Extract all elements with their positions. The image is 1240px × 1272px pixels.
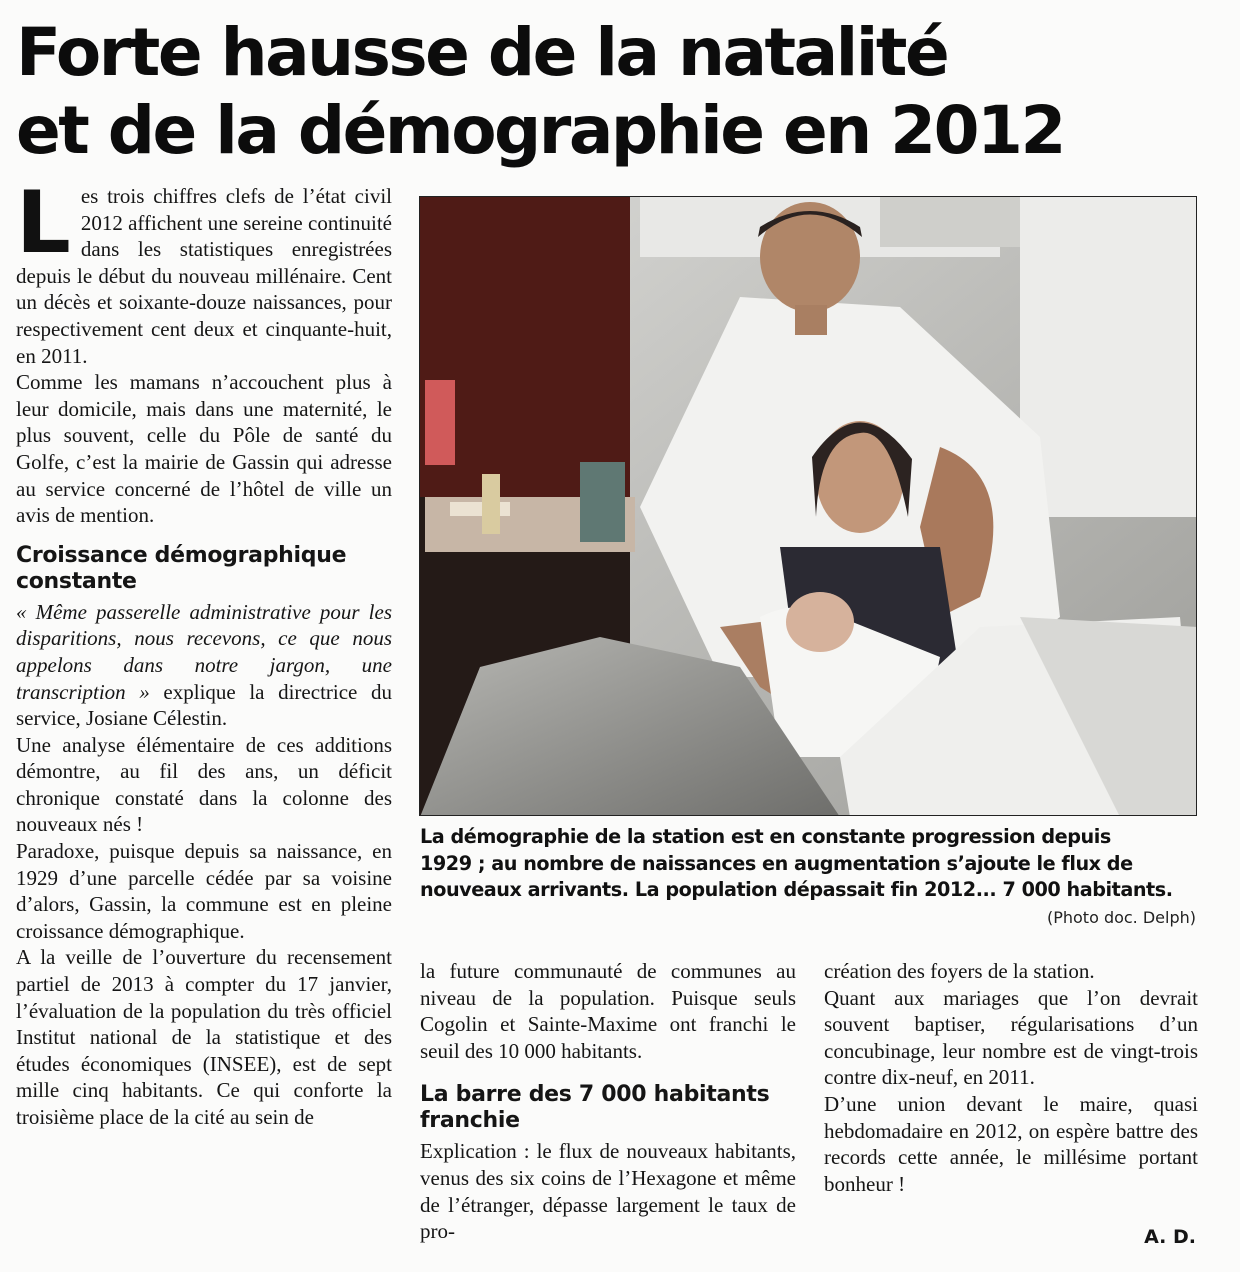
drop-cap: L — [16, 173, 71, 273]
section-2-paragraph-3: D’une union devant le maire, quasi hebdomadaire en 2012, on espère battre des records cette année, le millésime portant bonheur ! — [824, 1091, 1198, 1196]
section-2-title: La barre des 7 000 habitants franchie — [420, 1082, 770, 1134]
section-1-paragraph-3: Paradoxe, puisque depuis sa naissance, en 1929 d’une parcelle cédée par sa voisine d’alors, Gassin, la commune est en pleine croissance démographique. — [16, 839, 392, 943]
intro-paragraph-2: Comme les mamans n’accouchent plus à leur domicile, mais dans une maternité, le plus souvent, celle du Pôle de santé du Golfe, c’est la mairie de Gassin qui adresse au service concerné de l’hôtel de ville un avis de mention. — [16, 370, 392, 528]
section-1-title: Croissance démographique constante — [16, 542, 347, 594]
caption-line-1: La démographie de la station est en constante progression depuis — [420, 825, 1111, 848]
author-signature: A. D. — [1144, 1226, 1196, 1248]
column-2 — [420, 958, 796, 1245]
article-photo — [419, 196, 1197, 816]
caption-line-3: nouveaux arrivants. La population dépassait fin 2012... 7 000 habitants. — [420, 878, 1173, 902]
section-2-paragraph-2: Quant aux mariages que l’on devrait souvent baptiser, régularisations d’un concubinage, leur nombre est de vingt-trois contre dix-neuf, en 2011. — [824, 985, 1198, 1090]
section-2-paragraph-1: Explication : le flux de nouveaux habitants, venus des six coins de l’Hexagone et même de l’étranger, dépasse largement le taux de pro- — [420, 1139, 796, 1244]
column-1 — [16, 173, 392, 1131]
section-1-paragraph-2: Une analyse élémentaire de ces additions démontre, au fil des ans, un déficit chronique constaté dans la colonne des nouveaux nés ! — [16, 732, 392, 837]
section-1-paragraph-4: A la veille de l’ouverture du recensement partiel de 2013 à compter du 17 janvier, l’évaluation de la population du très officiel Institut national de la statistique et des études économiques (INSEE), est de sept mille cinq habitants. Ce qui conforte la troisième place de la cité au sein de — [16, 945, 392, 1129]
quote-attribution: explique la directrice du service, Josiane Célestin. — [16, 679, 392, 731]
photo-caption — [420, 824, 1200, 904]
family-photo-illustration — [420, 197, 1197, 816]
column-3 — [824, 958, 1198, 1197]
intro-paragraph-1 — [16, 173, 392, 369]
photo-credit: (Photo doc. Delph) — [1046, 908, 1196, 927]
section-1-paragraph-4-continued: la future communauté de communes au niveau de la population. Puisque seuls Cogolin et Sainte-Maxime ont franchi le seuil des 10 000 habitants. — [420, 959, 796, 1063]
section-2-paragraph-1-continued: création des foyers de la station. — [824, 959, 1095, 983]
section-1-paragraph-1 — [16, 599, 392, 732]
headline-line-2: et de la démographie en 2012 — [16, 92, 1064, 169]
headline-line-1: Forte hausse de la natalité — [16, 14, 948, 91]
caption-line-2: 1929 ; au nombre de naissances en augmentation s’ajoute le flux de — [420, 851, 1133, 875]
director-quote: « Même passerelle administrative pour les disparitions, nous recevons, ce que nous appelons dans notre jargon, une transcription » — [16, 599, 392, 704]
headline — [16, 14, 1226, 170]
intro-paragraph-1-text: es trois chiffres clefs de l’état civil 2012 affichent une sereine continuité dans les statistiques enregistrées depuis le début du nouveau millénaire. Cent un décès et soixante-douze naissances, pour respectivement cent deux et cinquante-huit, en 2011. — [16, 184, 392, 368]
